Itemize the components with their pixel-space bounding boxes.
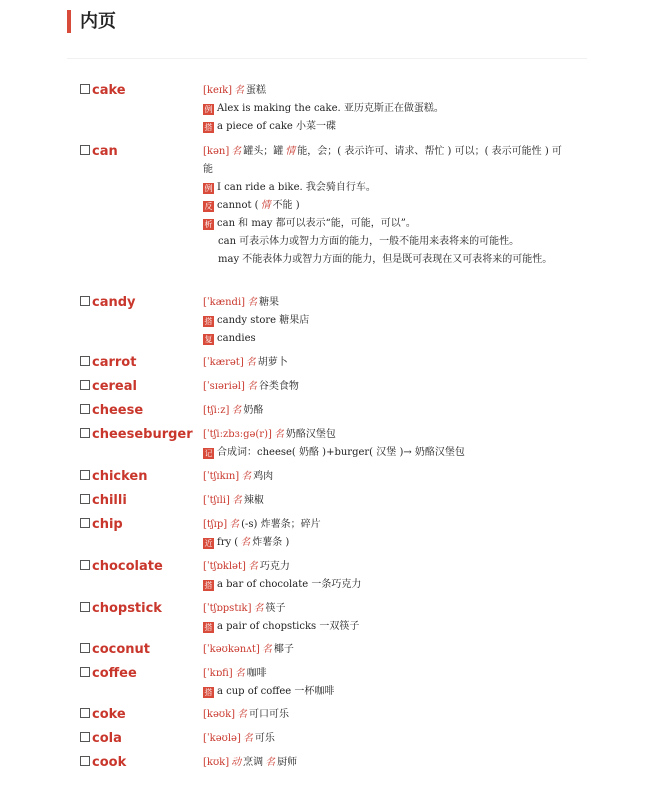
phonetic: [keɪk] [203,85,233,96]
checkbox-icon [80,404,90,414]
label-badge: 搭 [204,688,213,697]
label-badge: 复 [204,335,213,344]
headword [80,294,136,312]
headword-text: chocolate [92,559,163,574]
definition-line [203,179,563,197]
part-of-speech: 名 [247,297,258,308]
meaning-text: 辣椒 [243,495,264,506]
headword [80,558,163,576]
definition-line [203,516,563,534]
part-of-speech: 动 [231,757,242,768]
entry-details [203,354,563,372]
phonetic: [ˈkəʊlə] [203,733,241,744]
meaning-text: a pair of chopsticks 一双筷子 [217,621,360,632]
headword [80,665,137,683]
part-of-speech: 名 [261,644,272,655]
entry-details [203,82,563,136]
entry-details [203,665,563,701]
headword-text: coke [92,707,126,722]
checkbox-icon [80,356,90,366]
definition-line [203,618,563,636]
definition-line [203,251,563,269]
headword-text: coconut [92,642,150,657]
definition-line [203,82,563,100]
headword [80,730,122,748]
checkbox-icon [80,380,90,390]
definition-line [203,378,563,396]
part-of-speech: 情 [285,146,296,157]
definition-line [203,118,563,136]
part-of-speech: 名 [240,537,251,548]
headword-text: carrot [92,355,137,370]
meaning-text: 谷类食物 [258,381,299,392]
headword-text: cook [92,755,127,770]
definition-line [203,100,563,118]
headword [80,600,162,618]
entry-details [203,730,563,748]
headword-text: chip [92,517,123,532]
checkbox-icon [80,296,90,306]
part-of-speech: 名 [273,429,284,440]
phonetic: [ˈtʃɪli] [203,495,230,506]
phonetic: [ˈtʃɪkɪn] [203,471,240,482]
headword [80,354,136,372]
meaning-text: a cup of coffee 一杯咖啡 [217,686,335,697]
phonetic: [tʃiːz] [203,405,230,416]
label-badge: 例 [204,184,213,193]
meaning-text: 烹调 [243,757,264,768]
checkbox-icon [80,84,90,94]
label-badge: 搭 [204,623,213,632]
label-badge: 记 [204,449,213,458]
definition-line [203,492,563,510]
phonetic: [tʃɪp] [203,519,228,530]
phonetic: [kʊk] [203,757,230,768]
meaning-text: 巧克力 [259,561,290,572]
meaning-text: 可乐 [254,733,275,744]
part-of-speech: 名 [246,381,257,392]
meaning-text: candy store 糖果店 [217,315,310,326]
meaning-text: 筷子 [265,603,286,614]
headword-text: chilli [92,493,127,508]
headword-text: cheeseburger [92,427,193,442]
header-accent-bar [67,10,71,33]
entry-details [203,378,563,396]
checkbox-icon [80,518,90,528]
entry-details [203,516,563,552]
headword-text: cheese [92,403,144,418]
meaning-text: candies [217,333,256,344]
checkbox-icon [80,667,90,677]
meaning-text: 椰子 [273,644,294,655]
headword [80,426,193,444]
part-of-speech: 名 [247,561,258,572]
definition-line [203,354,563,372]
note-text: may 不能表体力或智力方面的能力，但是既可表现在又可表将来的可能性。 [218,254,553,265]
definition-line [203,600,563,618]
phonetic: [kəʊk] [203,709,236,720]
checkbox-icon [80,643,90,653]
definition-line [203,665,563,683]
definition-line [203,197,563,215]
definition-line [203,558,563,576]
headword-text: candy [92,295,136,310]
definition-line [203,468,563,486]
definition-line [203,215,563,233]
label-badge: 反 [204,202,213,211]
meaning-text: 胡萝卜 [257,357,288,368]
meaning-text: I can ride a bike. 我会骑自行车。 [217,182,376,193]
part-of-speech: 名 [231,405,242,416]
phonetic: [ˈsɪəriəl] [203,381,245,392]
headword-text: cake [92,83,126,98]
meaning-text: 糖果 [259,297,280,308]
definition-line [203,143,563,179]
definition-line [203,312,563,330]
checkbox-icon [80,708,90,718]
part-of-speech: 名 [234,668,245,679]
definition-line [203,294,563,312]
meaning-text: (-s) 炸薯条；碎片 [241,519,321,530]
phonetic: [ˈtʃɒklət] [203,561,246,572]
meaning-text: a piece of cake 小菜一碟 [217,121,336,132]
checkbox-icon [80,494,90,504]
entry-details [203,468,563,486]
label-badge: 析 [204,220,213,229]
label-badge: 例 [204,105,213,114]
definition-line [203,534,563,552]
definition-line [203,426,563,444]
checkbox-icon [80,732,90,742]
checkbox-icon [80,145,90,155]
meaning-text: 奶酪汉堡包 [285,429,336,440]
label-badge: 搭 [204,123,213,132]
headword [80,82,126,100]
headword [80,468,148,486]
definition-line [203,576,563,594]
meaning-text: cannot ( [217,200,259,211]
part-of-speech: 名 [253,603,264,614]
meaning-text: Alex is making the cake. 亚历克斯正在做蛋糕。 [217,103,444,114]
headword [80,492,127,510]
meaning-text: 不能 ) [272,200,300,211]
page-title: 内页 [80,11,116,32]
headword-text: can [92,144,118,159]
checkbox-icon [80,470,90,480]
definition-line [203,233,563,251]
part-of-speech: 名 [234,85,245,96]
headword-text: coffee [92,666,137,681]
part-of-speech: 名 [231,146,242,157]
entry-details [203,641,563,659]
definition-line [203,402,563,420]
entry-details [203,600,563,636]
part-of-speech: 情 [260,200,271,211]
headword [80,378,137,396]
definition-line [203,706,563,724]
meaning-text: 合成词：cheese( 奶酪 )+burger( 汉堡 )→ 奶酪汉堡包 [217,447,465,458]
headword-text: chicken [92,469,148,484]
phonetic: [ˈkændi] [203,297,246,308]
checkbox-icon [80,756,90,766]
note-text: can 可表示体力或智力方面的能力，一般不能用来表将来的可能性。 [218,236,520,247]
label-badge: 搭 [204,317,213,326]
checkbox-icon [80,428,90,438]
phonetic: [ˈkəʊkənʌt] [203,644,260,655]
part-of-speech: 名 [231,495,242,506]
label-badge: 近 [204,539,213,548]
part-of-speech: 名 [265,757,276,768]
part-of-speech: 名 [237,709,248,720]
entry-details [203,558,563,594]
part-of-speech: 名 [241,471,252,482]
definition-line [203,730,563,748]
definition-line [203,641,563,659]
meaning-text: 能，会；( 表示许可、请求、帮忙 ) 可以；( 表示可能性 ) 可能 [203,146,562,175]
phonetic: [ˈkɒfi] [203,668,233,679]
checkbox-icon [80,602,90,612]
definition-line [203,330,563,348]
meaning-text: 鸡肉 [253,471,274,482]
meaning-text: 咖啡 [246,668,267,679]
meaning-text: can 和 may 都可以表示“能，可能，可以”。 [217,218,416,229]
definition-line [203,754,563,772]
headword [80,754,126,772]
entry-details [203,754,563,772]
phonetic: [kən] [203,146,230,157]
headword [80,143,118,161]
meaning-text: a bar of chocolate 一条巧克力 [217,579,362,590]
entry-details [203,706,563,724]
phonetic: [ˈkærət] [203,357,244,368]
headword [80,706,126,724]
definition-line [203,444,563,462]
headword [80,516,123,534]
meaning-text: 厨师 [277,757,298,768]
definition-line [203,683,563,701]
entry-details [203,143,563,269]
entry-details [203,426,563,462]
meaning-text: 蛋糕 [246,85,267,96]
headword [80,402,143,420]
entry-details [203,294,563,348]
label-badge: 搭 [204,581,213,590]
meaning-text: 炸薯条 ) [252,537,290,548]
checkbox-icon [80,560,90,570]
meaning-text: 可口可乐 [249,709,290,720]
headword-text: cereal [92,379,137,394]
phonetic: [ˈtʃiːzbɜːgə(r)] [203,429,272,440]
headword [80,641,150,659]
part-of-speech: 名 [242,733,253,744]
entry-details [203,492,563,510]
header-divider [67,58,587,59]
meaning-text: 罐头；罐 [243,146,284,157]
entry-details [203,402,563,420]
headword-text: cola [92,731,122,746]
phonetic: [ˈtʃɒpstɪk] [203,603,252,614]
part-of-speech: 名 [229,519,240,530]
meaning-text: fry ( [217,537,239,548]
part-of-speech: 名 [245,357,256,368]
headword-text: chopstick [92,601,162,616]
meaning-text: 奶酪 [243,405,264,416]
